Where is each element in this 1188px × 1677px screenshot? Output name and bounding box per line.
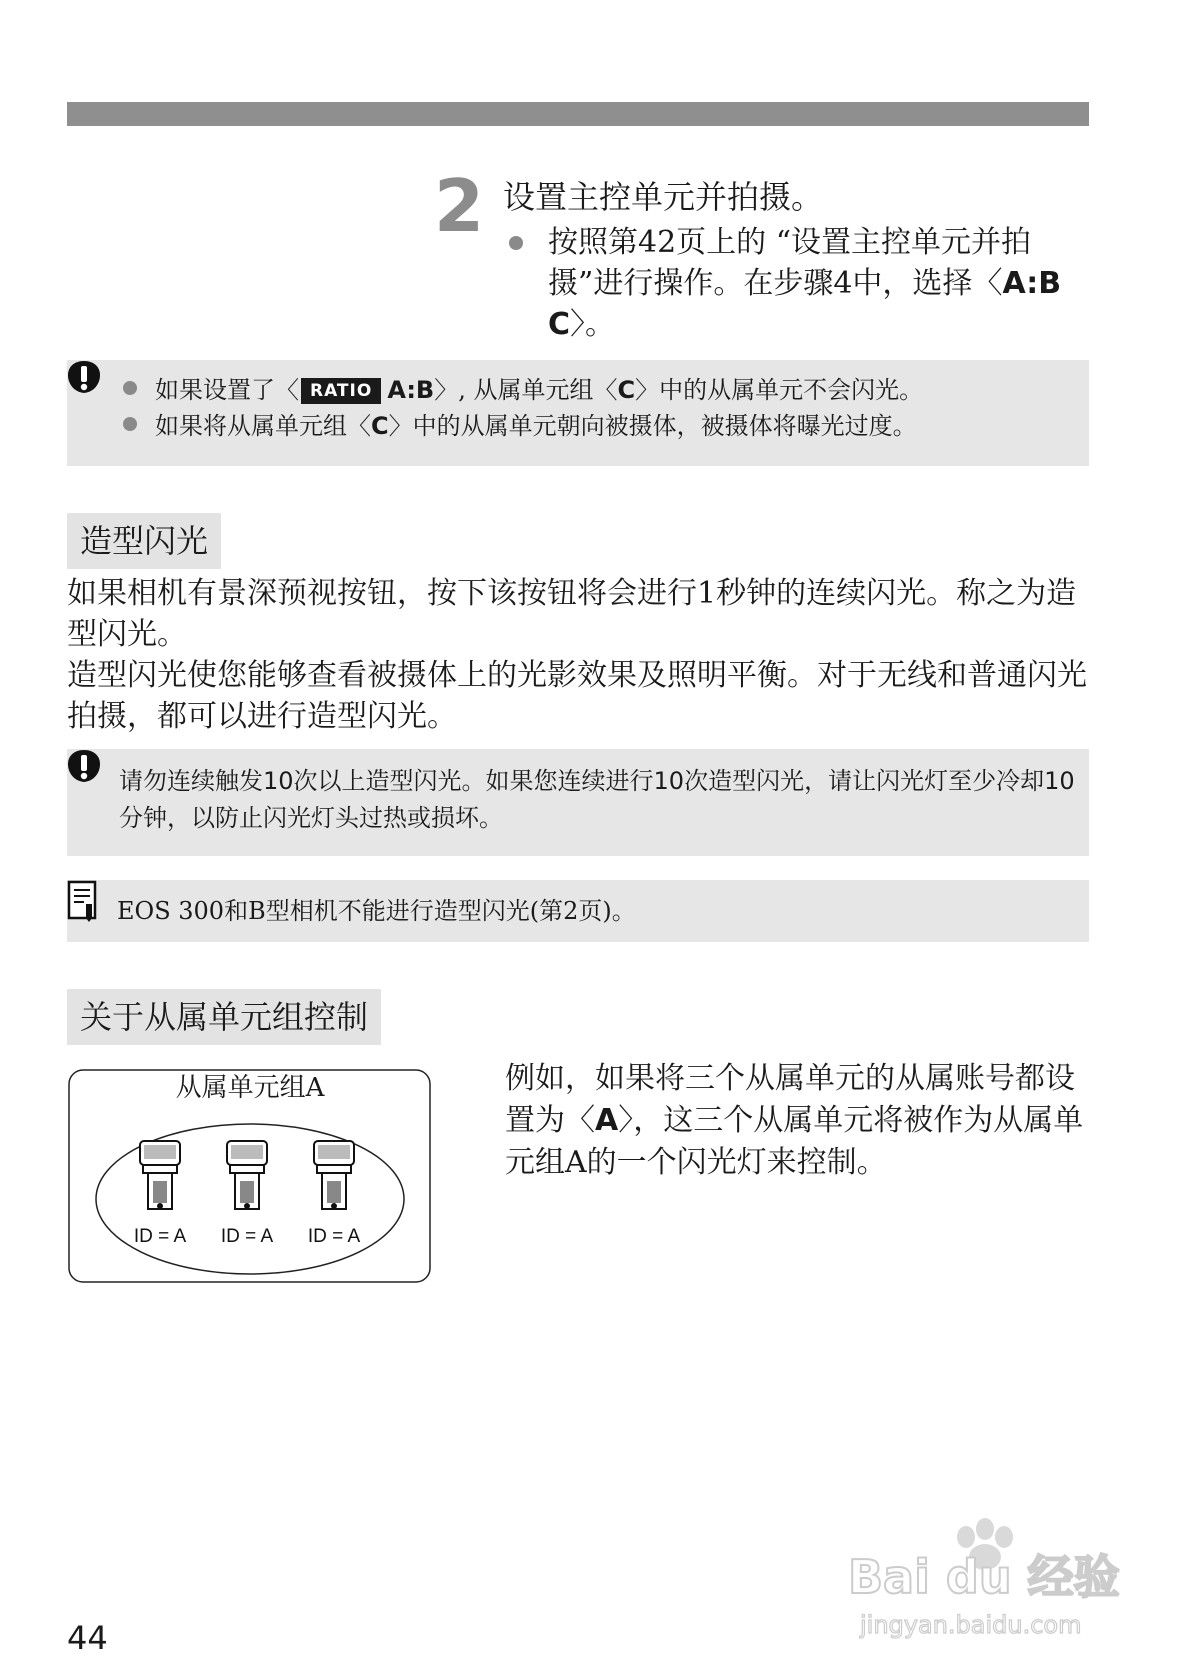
caution-box — [67, 360, 1089, 466]
watermark-logo: Bai du 经验 — [848, 1550, 1120, 1604]
page-number: 44 — [67, 1619, 108, 1657]
note-icon — [67, 880, 99, 922]
watermark-url: jingyan.baidu.com — [860, 1611, 1082, 1639]
note-text: EOS 300和B型相机不能进行造型闪光(第2页)。 — [117, 897, 636, 925]
description-text: 〉，这三个从属单元将被作为从属单元组A的一个闪光灯来控制。 — [505, 1103, 1084, 1180]
warning-text: 请勿连续触发10次以上造型闪光。如果您连续进行10次造型闪光，请让闪光灯至少冷却10分钟，以防止闪光灯头过热或损坏。 — [119, 767, 1075, 832]
caution-item-1 — [123, 373, 923, 407]
ratio-symbol: A:B — [387, 376, 435, 404]
ratio-badge: RATIO — [301, 378, 381, 404]
bullet — [123, 381, 137, 395]
step-title: 设置主控单元并拍摄。 — [503, 178, 824, 216]
description-text: 例如，如果将三个从属单元的从属账号都设置为〈 — [505, 1061, 1075, 1138]
caution-icon — [67, 360, 101, 394]
bullet — [509, 236, 523, 250]
caution-text: 〉中的从属单元朝向被摄体，被摄体将曝光过度。 — [388, 412, 917, 440]
warning-box — [67, 749, 1089, 856]
group-symbol: A — [595, 1103, 619, 1138]
caution-icon — [67, 749, 101, 783]
slave-group-description — [505, 1058, 1095, 1184]
caution-text: 〉, 从属单元组〈 — [434, 376, 618, 404]
bullet — [123, 417, 137, 431]
bracket: 〉。 — [570, 307, 616, 342]
paragraph: 如果相机有景深预视按钮，按下该按钮将会进行1秒钟的连续闪光。称之为造型闪光。 — [67, 576, 1077, 652]
group-symbol: C — [371, 412, 389, 440]
note-box — [67, 880, 1089, 942]
unit-id-label: ID = A — [220, 1226, 274, 1247]
caution-text: 如果将从属单元组〈 — [155, 412, 371, 440]
step-number: 2 — [434, 164, 485, 248]
bracket: 〈 — [972, 266, 1003, 301]
unit-id-label: ID = A — [133, 1226, 187, 1247]
caution-item-2 — [123, 409, 917, 443]
paragraph: 造型闪光使您能够查看被摄体上的光影效果及照明平衡。对于无线和普通闪光拍摄，都可以进行造型闪光。 — [67, 658, 1087, 734]
diagram-title: 从属单元组A — [175, 1073, 325, 1103]
section-heading-slave-group: 关于从属单元组控制 — [67, 989, 381, 1045]
step-instruction-text: 按照第42页上的 “设置主控单元并拍摄”进行操作。在步骤4中，选择 — [548, 225, 1032, 301]
section-heading-modeling-flash: 造型闪光 — [67, 513, 221, 569]
group-symbol: C — [617, 376, 636, 404]
step-instruction — [548, 222, 1088, 345]
ratio-symbol: A:B C — [548, 266, 1062, 342]
caution-text: 〉中的从属单元不会闪光。 — [635, 376, 924, 404]
section-divider-bar — [67, 102, 1089, 126]
watermark — [848, 1515, 1133, 1645]
caution-text: 如果设置了〈 — [155, 376, 299, 404]
unit-id-label: ID = A — [307, 1226, 361, 1247]
